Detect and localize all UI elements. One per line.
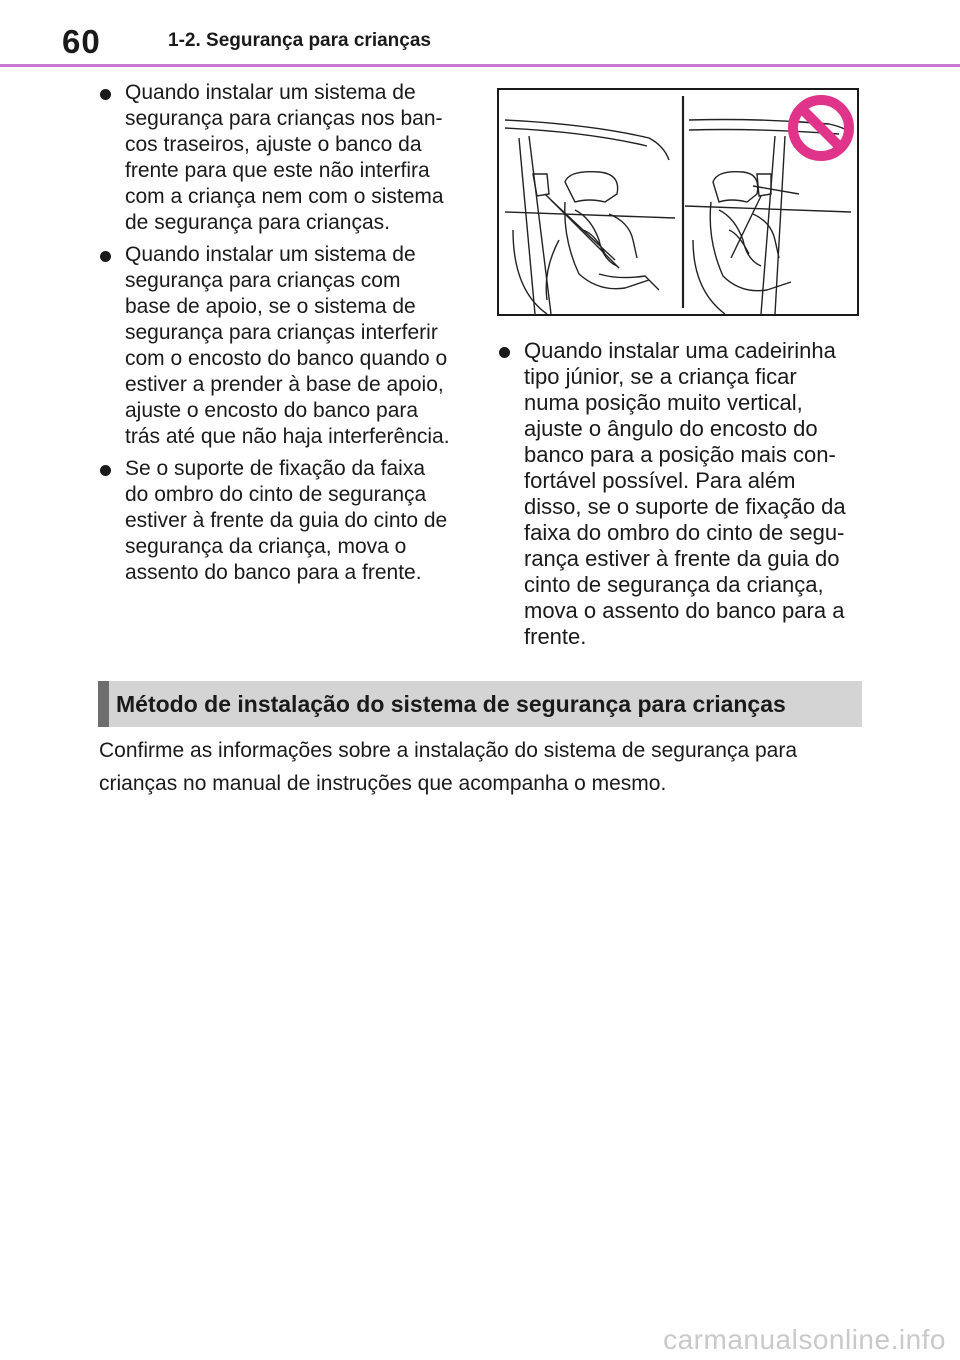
bullet-line: estiver à frente da guia do cinto de	[125, 509, 448, 532]
bullet-line: tipo júnior, se a criança ficar	[524, 364, 797, 389]
bullet-line: segurança para crianças interferir	[125, 321, 438, 344]
bullet-line: assento do banco para a frente.	[125, 561, 422, 584]
bullet-line: banco para a posição mais con-	[524, 442, 836, 467]
bullet-line: segurança para crianças com	[125, 269, 401, 292]
bullet-line: ajuste o encosto do banco para	[125, 399, 419, 422]
bullet-line: trás até que não haja interferência.	[125, 425, 450, 448]
bullet-line: ajuste o ângulo do encosto do	[524, 416, 818, 441]
bullet-line: cinto de segurança da criança,	[524, 572, 824, 597]
method-heading-bar	[98, 681, 862, 727]
method-heading: Método de instalação do sistema de segurança para crianças	[116, 691, 786, 717]
bullet-line: numa posição muito vertical,	[524, 390, 803, 415]
bullet-line: de segurança para crianças.	[125, 211, 390, 234]
bullet-line: Quando instalar um sistema de	[125, 243, 416, 266]
bullet-line: estiver a prender à base de apoio,	[125, 373, 444, 396]
bullet-dot-icon	[100, 465, 111, 476]
bullet-line: Quando instalar um sistema de	[125, 81, 416, 104]
header-rule	[0, 64, 960, 67]
bullet-line: frente para que este não interfira	[125, 159, 430, 182]
section-title: 1-2. Segurança para crianças	[168, 30, 431, 51]
roof-line	[505, 128, 647, 146]
bullet-line: faixa do ombro do cinto de segu-	[524, 520, 845, 545]
bullet-dot-icon	[100, 251, 111, 262]
bullet-line: com o encosto do banco quando o	[125, 347, 448, 370]
bullet-line: segurança para crianças nos ban-	[125, 107, 443, 130]
bullet-item	[498, 338, 860, 650]
page-number: 60	[62, 23, 101, 60]
watermark: carmanualsonline.info	[663, 1324, 946, 1355]
child-seat-head	[565, 172, 618, 202]
seat-illustration-svg	[499, 90, 857, 314]
window-sill-line	[505, 212, 675, 218]
right-bullet-list	[498, 338, 860, 656]
bullet-line: rança estiver à frente da guia do	[524, 546, 840, 571]
bullet-dot-icon	[499, 347, 510, 358]
left-bullet-list	[99, 80, 471, 592]
child-seat-head	[713, 172, 758, 202]
bullet-line: do ombro do cinto de segurança	[125, 483, 427, 506]
bullet-line: frente.	[524, 624, 587, 649]
bullet-line: base de apoio, se o sistema de	[125, 295, 416, 318]
bullet-line: segurança da criança, mova o	[125, 535, 407, 558]
bullet-line: Quando instalar uma cadeirinha	[524, 338, 836, 363]
bullet-item	[99, 80, 471, 236]
body-line: crianças no manual de instruções que acompanha o mesmo.	[99, 772, 667, 795]
seat-illustration	[497, 88, 859, 316]
heading-accent	[98, 681, 109, 727]
belt-anchor	[757, 174, 771, 196]
bullet-line: cos traseiros, ajuste o banco da	[125, 133, 422, 156]
bullet-item	[99, 242, 471, 450]
bullet-dot-icon	[100, 89, 111, 100]
bullet-item	[99, 456, 471, 586]
body-line: Confirme as informações sobre a instalação do sistema de segurança para	[99, 739, 798, 762]
bullet-line: fortável possível. Para além	[524, 468, 796, 493]
bullet-line: com a criança nem com o sistema	[125, 185, 444, 208]
bullet-line: mova o assento do banco para a	[524, 598, 845, 623]
bullet-line: Se o suporte de fixação da faixa	[125, 457, 426, 480]
bullet-line: disso, se o suporte de fixação da	[524, 494, 846, 519]
method-body	[99, 734, 869, 800]
